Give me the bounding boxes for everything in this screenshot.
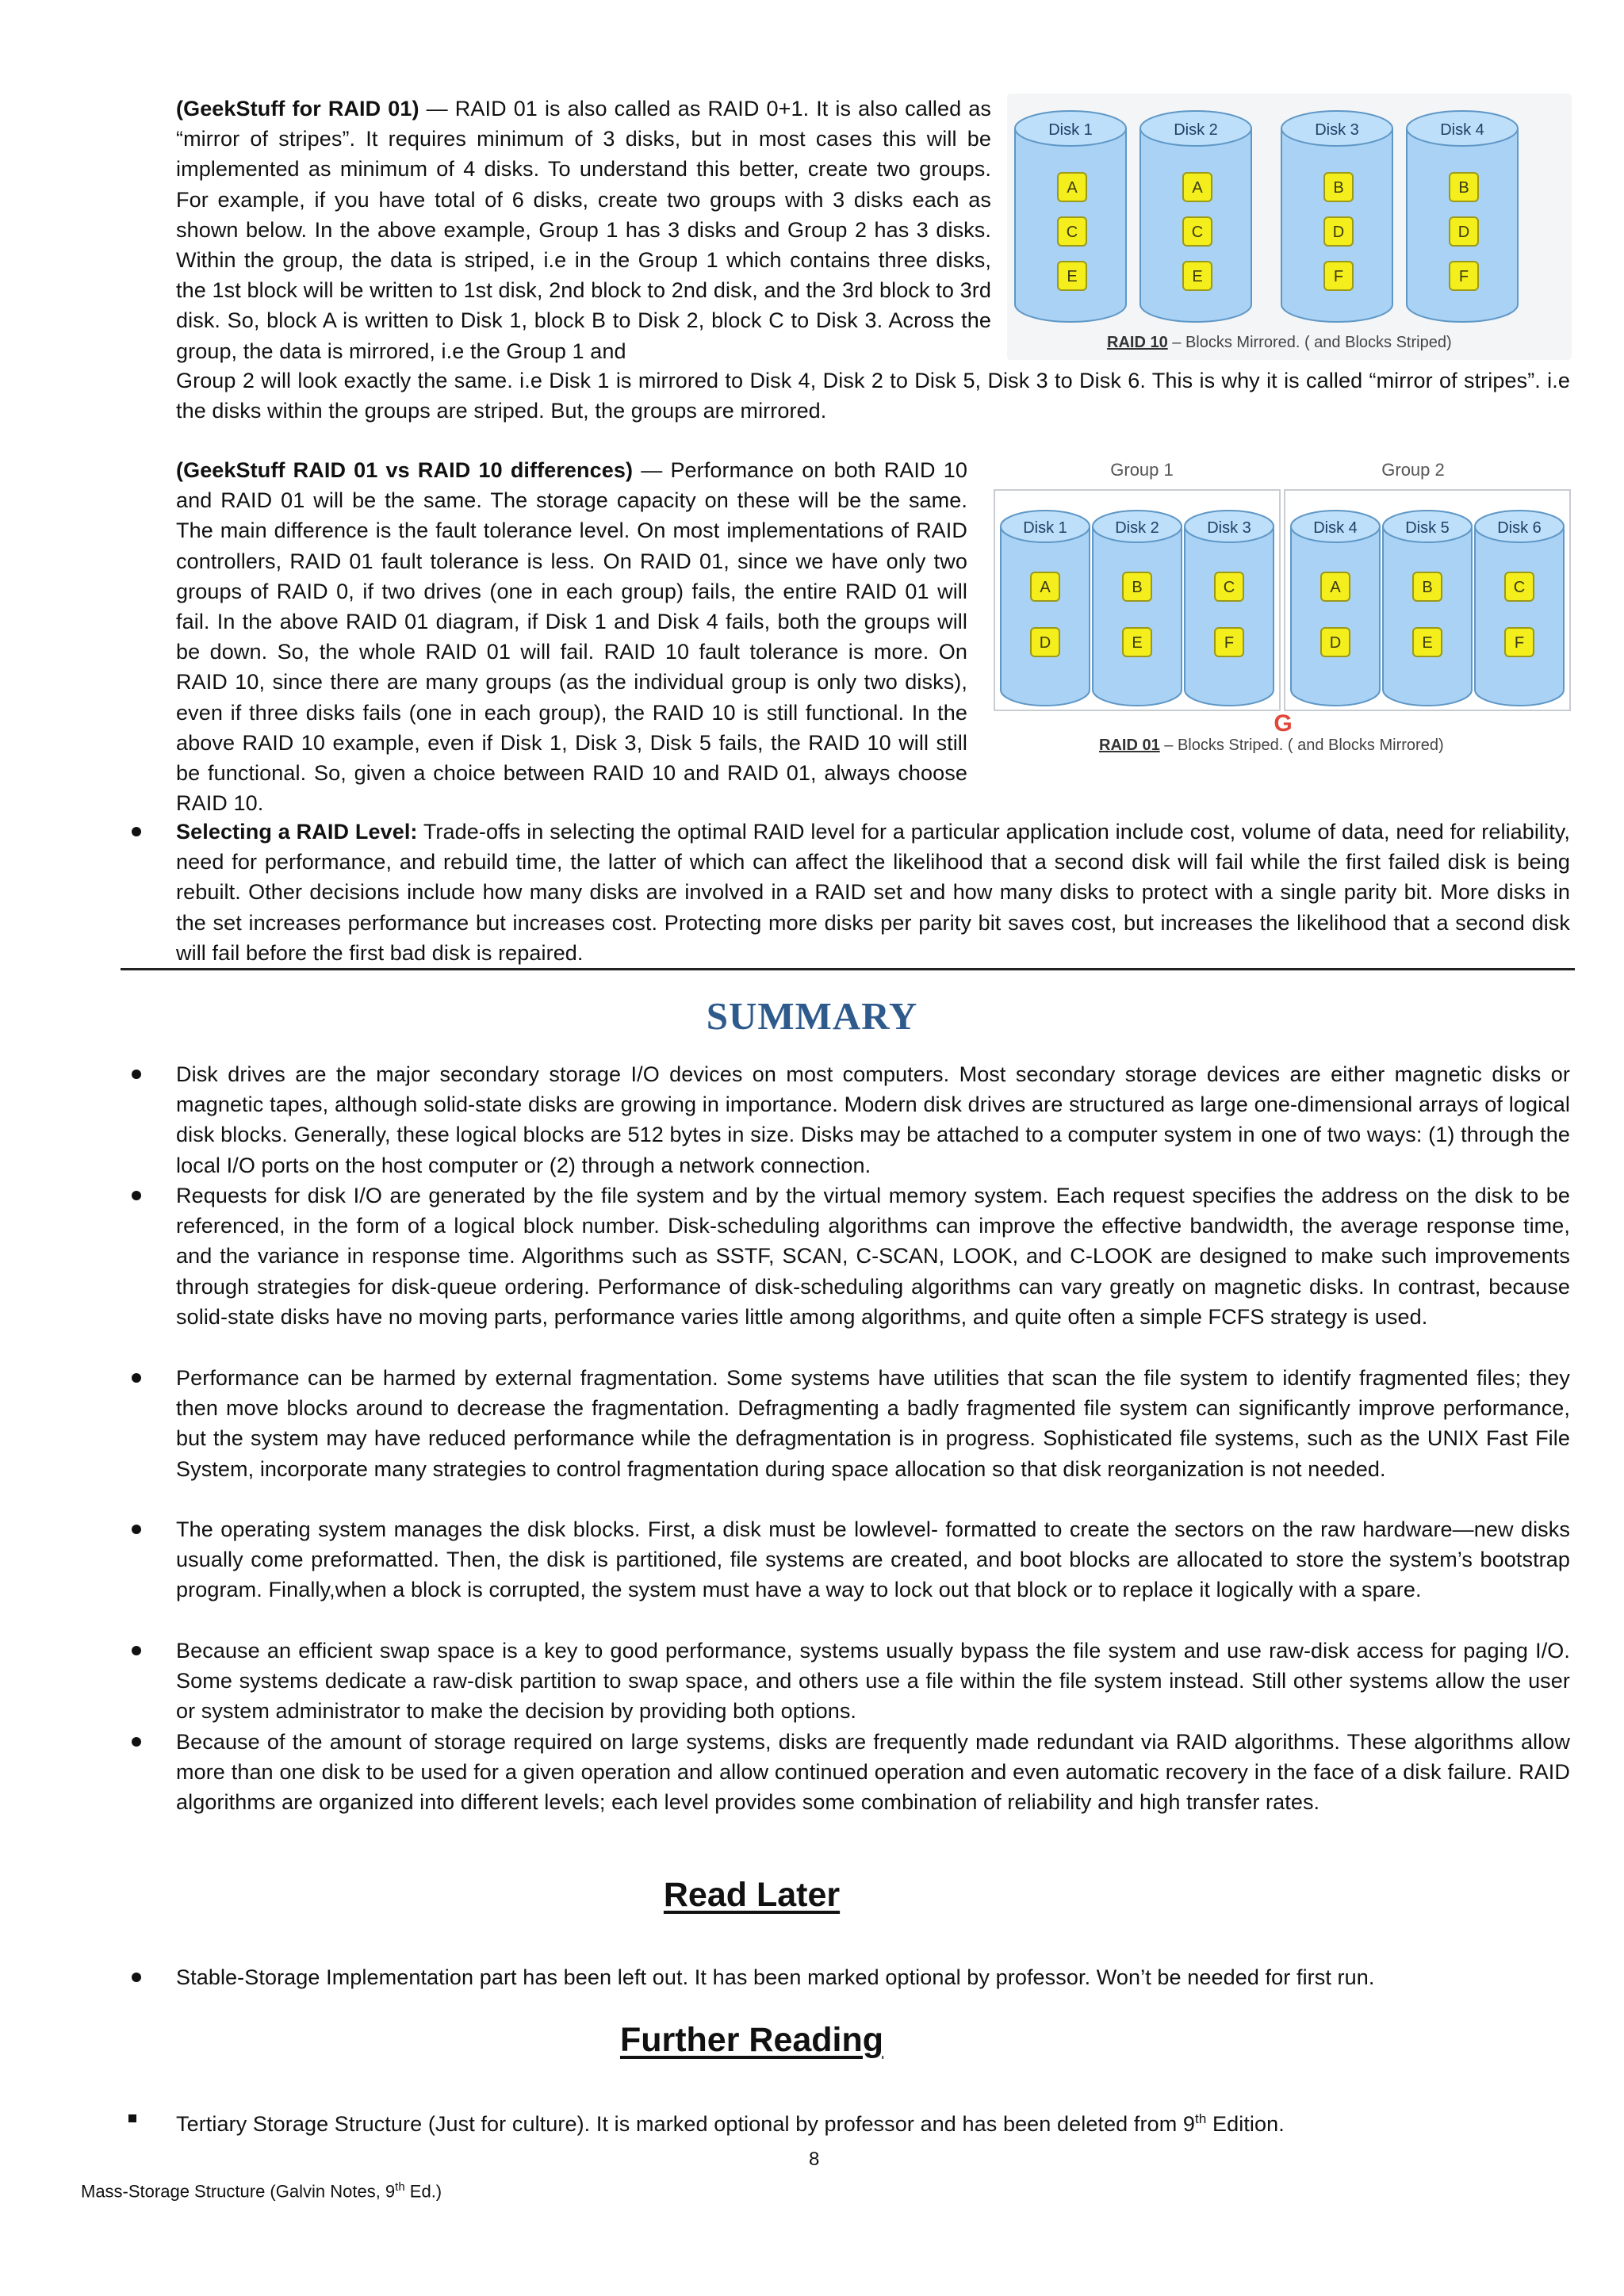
raid01-text: — RAID 01 is also called as RAID 0+1. It is also called as “mirror of stripes”. It requires minimum of 3 disks, but in most cases this will be implemented as minimum of 4 disks. To understand this better, create two groups. For example, if you have total of 6 disks, create two groups with 3 disks each as shown below. In the above example, Group 1 has 3 disks and Group 2 has 3 disks. Within the group, the data is striped, i.e in the Group 1 which contains three disks, the 1st block will be written to 1st disk, 2nd block to 2nd disk, and the 3rd block to 3rd disk. So, block A is written to Disk 1, block B to Disk 2, block C to Disk 3. Across the group, the data is mirrored, i.e the Group 1 and xyxy=(176,97,991,363)
raid01-block: D xyxy=(1329,634,1342,652)
selecting-raid-level-text: Trade-offs in selecting the optimal RAID level for a particular application include cost, volume of data, need for reliability, need for performance, and rebuild time, the latter of which can affect the likelihood that a second disk will fail while the first failed disk is being rebuilt. Other decisions include how many disks are involved in a RAID set and how many disks to protect with a single parity bit. More disks in the set increases performance but increases cost. Protecting more disks per parity bit saves cost, but increases the likelihood that a second disk will fail before the first bad disk is repaired. xyxy=(176,820,1570,965)
raid10-caption xyxy=(1107,334,1452,351)
raid01-block: C xyxy=(1223,579,1235,596)
raid10-block: C xyxy=(1191,224,1204,241)
raid01-block: A xyxy=(1040,579,1051,596)
raid-differences-heading: (GeekStuff RAID 01 vs RAID 10 differences) xyxy=(176,458,634,482)
raid10-disk-label: Disk 2 xyxy=(1174,121,1218,139)
further-reading-heading: Further Reading xyxy=(619,2021,884,2059)
raid10-block: F xyxy=(1458,268,1469,285)
selecting-raid-level-heading: Selecting a RAID Level: xyxy=(176,820,418,844)
raid01-caption xyxy=(1099,737,1444,754)
raid01-disk-3 xyxy=(1185,511,1274,706)
raid10-block: A xyxy=(1067,179,1078,197)
raid-differences-text: — Performance on both RAID 10 and RAID 01 will be the same. The storage capacity on these will be the same. The main difference is the fault tolerance level. On most implementations of RAID controllers, RAID 01 fault tolerance is less. On RAID 01, since we have only two groups of RAID 0, if two drives (one in each group) fails, the entire RAID 01 will fail. In the above RAID 01 diagram, if Disk 1 and Disk 4 fails, both the groups will be down. So, the whole RAID 01 will fail. RAID 10 fault tolerance is more. On RAID 10, since there are many groups (as the individual group is only two disks), even if three disks fails (one in each group), the RAID 10 is still functional. In the above RAID 10 example, even if Disk 1, Disk 3, Disk 5 fails, the RAID 10 will still be functional. So, given a choice between RAID 10 and RAID 01, always choose RAID 10. xyxy=(176,458,967,816)
footer xyxy=(81,2180,442,2202)
raid01-disk-label: Disk 3 xyxy=(1207,519,1251,537)
raid10-block: C xyxy=(1066,224,1078,241)
bullet-icon xyxy=(132,1070,141,1079)
raid01-caption-rest: – Blocks Striped. ( and Blocks Mirrored) xyxy=(1159,737,1444,754)
bullet-icon xyxy=(132,1191,141,1200)
raid10-disk-label: Disk 4 xyxy=(1440,121,1484,139)
raid01-block: F xyxy=(1224,634,1235,652)
raid10-figure xyxy=(1007,94,1572,360)
summary-heading: SUMMARY xyxy=(706,994,918,1038)
raid01-disk-label: Disk 2 xyxy=(1115,519,1159,537)
raid01-block: C xyxy=(1513,579,1526,596)
summary-item: Requests for disk I/O are generated by the file system and by the virtual memory system. Each request specifies the address on the disk to be referenced, in the form of a logical block number. Disk-scheduling algorithms can improve the effective bandwidth, the average response time, and the variance in response time. Algorithms such as SSTF, SCAN, C-SCAN, LOOK, and C-LOOK are designed to make such improvements through strategies for disk-queue ordering. Performance of disk-scheduling algorithms can vary greatly on magnetic disks. In contrast, because solid-state disks have no moving parts, performance varies little among algorithms, and quite often a simple FCFS strategy is used. xyxy=(176,1184,1570,1329)
raid10-block: B xyxy=(1458,179,1469,197)
raid10-block: D xyxy=(1332,224,1345,241)
raid01-disk-label: Disk 4 xyxy=(1313,519,1358,537)
raid10-disk-3 xyxy=(1281,111,1392,322)
raid10-block: B xyxy=(1333,179,1344,197)
read-later-heading: Read Later xyxy=(663,1876,841,1914)
bullet-icon xyxy=(132,1646,141,1655)
raid01-disk-label: Disk 5 xyxy=(1405,519,1450,537)
further-reading-sup: th xyxy=(1195,2111,1207,2126)
raid01-block: A xyxy=(1330,579,1341,596)
raid10-disk-2 xyxy=(1140,111,1251,322)
raid01-block: B xyxy=(1422,579,1433,596)
geekstuff-logo: G xyxy=(1274,710,1293,737)
raid01-disk-label: Disk 6 xyxy=(1497,519,1542,537)
raid01-block: E xyxy=(1132,634,1143,652)
raid01-disk-4 xyxy=(1291,511,1380,706)
raid01-block: D xyxy=(1039,634,1051,652)
selecting-raid-level-item xyxy=(176,817,1570,968)
raid01-paragraph-continued: Group 2 will look exactly the same. i.e Disk 1 is mirrored to Disk 4, Disk 2 to Disk 5, Disk 3 to Disk 6. This is why it is called “mirror of stripes”. i.e the disks within the groups are striped. But, the groups are mirrored. xyxy=(176,369,1570,423)
raid10-caption-bold: RAID 10 xyxy=(1107,334,1168,351)
summary-item: Because of the amount of storage required on large systems, disks are frequently made redundant via RAID algorithms. These algorithms allow more than one disk to be used for a given operation and allow continued operation and even automatic recovery in the face of a disk failure. RAID algorithms are organized into different levels; each level provides some combination of reliability and high transfer rates. xyxy=(176,1730,1570,1815)
bullet-icon xyxy=(132,1973,141,1982)
further-reading-text-end: Edition. xyxy=(1206,2112,1285,2136)
raid01-block: F xyxy=(1514,634,1525,652)
further-reading-text: Tertiary Storage Structure (Just for culture). It is marked optional by professor and has been deleted from 9 xyxy=(176,2112,1196,2136)
raid10-disk-label: Disk 1 xyxy=(1048,121,1093,139)
group-1-label: Group 1 xyxy=(1110,460,1174,480)
footer-sup: th xyxy=(395,2180,405,2194)
summary-item: Because an efficient swap space is a key to good performance, systems usually bypass the file system and use raw-disk access for paging I/O. Some systems dedicate a raw-disk partition to swap space, and others use a file within the file system instead. Still other systems allow the user or system administrator to make the decision by providing both options. xyxy=(176,1639,1570,1724)
raid01-block: E xyxy=(1422,634,1433,652)
raid10-disk-1 xyxy=(1015,111,1126,322)
raid10-block: E xyxy=(1192,268,1203,285)
raid10-caption-rest: – Blocks Mirrored. ( and Blocks Striped) xyxy=(1167,334,1452,351)
raid10-disk-label: Disk 3 xyxy=(1315,121,1359,139)
bullet-icon xyxy=(132,1373,141,1383)
summary-item: Disk drives are the major secondary storage I/O devices on most computers. Most secondary storage devices are either magnetic disks or magnetic tapes, although solid-state disks are growing in importance. Modern disk drives are structured as large one-dimensional arrays of logical disk blocks. Generally, these logical blocks are 512 bytes in size. Disks may be attached to a computer system in one of two ways: (1) through the local I/O ports on the host computer or (2) through a network connection. xyxy=(176,1062,1570,1177)
raid01-block: B xyxy=(1132,579,1143,596)
raid01-disk-label: Disk 1 xyxy=(1023,519,1067,537)
bullet-icon xyxy=(132,1525,141,1534)
square-bullet-icon xyxy=(128,2114,136,2122)
raid01-caption-bold: RAID 01 xyxy=(1099,737,1160,754)
raid10-disk-4 xyxy=(1407,111,1518,322)
further-reading-item xyxy=(176,2104,1570,2139)
raid10-block: A xyxy=(1192,179,1203,197)
raid01-disk-2 xyxy=(1093,511,1182,706)
footer-text: Mass-Storage Structure (Galvin Notes, 9 xyxy=(81,2181,396,2202)
raid-differences-paragraph xyxy=(176,455,967,818)
section-divider xyxy=(121,968,1575,970)
summary-item: Performance can be harmed by external fragmentation. Some systems have utilities that scan the file system to identify fragmented files; they then move blocks around to decrease the fragmentation. Defragmenting a badly fragmented file system can significantly improve performance, but the system may have reduced performance while the defragmentation is in progress. Sophisticated file systems, such as the UNIX Fast File System, incorporate many strategies to control fragmentation during space allocation so that disk reorganization is not needed. xyxy=(176,1366,1570,1481)
raid01-heading: (GeekStuff for RAID 01) xyxy=(176,97,419,121)
raid10-block: E xyxy=(1067,268,1078,285)
group-2-label: Group 2 xyxy=(1381,460,1445,480)
raid01-figure xyxy=(991,455,1573,764)
footer-text-end: Ed.) xyxy=(404,2181,442,2202)
raid01-disk-1 xyxy=(1001,511,1090,706)
raid10-block: D xyxy=(1457,224,1470,241)
page-number: 8 xyxy=(809,2149,820,2170)
raid01-disk-6 xyxy=(1475,511,1564,706)
summary-item: The operating system manages the disk blocks. First, a disk must be lowlevel- formatted to create the sectors on the raw hardware—new disks usually come preformatted. Then, the disk is partitioned, file systems are created, and boot blocks are allocated to store the system’s bootstrap program. Finally,when a block is corrupted, the system must have a way to lock out that block or to replace it logically with a spare. xyxy=(176,1517,1570,1602)
raid01-disk-5 xyxy=(1383,511,1472,706)
bullet-icon xyxy=(132,827,141,836)
raid10-block: F xyxy=(1333,268,1344,285)
read-later-item: Stable-Storage Implementation part has been left out. It has been marked optional by professor. Won’t be needed for first run. xyxy=(176,1965,1375,1989)
raid01-paragraph xyxy=(176,94,991,366)
bullet-icon xyxy=(132,1737,141,1747)
